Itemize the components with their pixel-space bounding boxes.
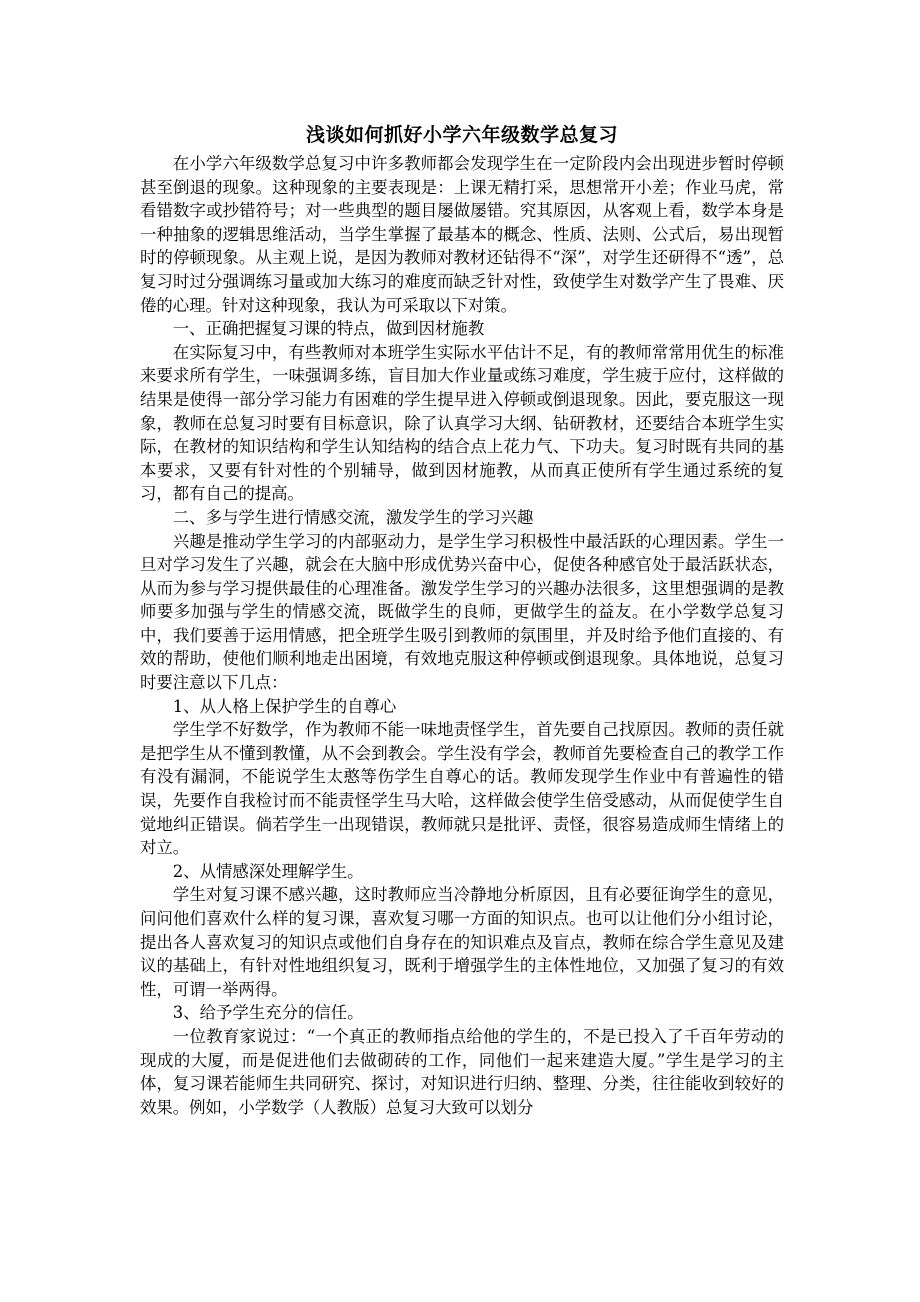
- subheading-3: 3、给予学生充分的信任。: [172, 1003, 364, 1023]
- paragraph-sub-3: 一位教育家说过：“一个真正的教师指点给他的学生的，不是已投入了千百年劳动的现成的大厦，而是促进他们去做砌砖的工作，同他们一起来建造大厦。”学生是学习的主体，复习课若能师生共同研究、探讨，对知识进行归纳、整理、分类，往往能收到较好的效果。例如，小学数学（人教版）总复习大致可以划分: [140, 1026, 784, 1117]
- subheading-2: 2、从情感深处理解学生。: [172, 861, 364, 881]
- paragraph-section-2: 兴趣是推动学生学习的内部驱动力，是学生学习积极性中最活跃的心理因素。学生一旦对学习发生了兴趣，就会在大脑中形成优势兴奋中心，促使各种感官处于最活跃状态，从而为参与学习提供最佳的心理准备。激发学生学习的兴趣办法很多，这里想强调的是教师要多加强与学生的情感交流，既做学生的良师，更做学生的益友。在小学数学总复习中，我们要善于运用情感，把全班学生吸引到教师的氛围里，并及时给予他们直接的、有效的帮助，使他们顺利地走出困境，有效地克服这种停顿或倒退现象。具体地说，总复习时要注意以下几点：: [140, 531, 784, 693]
- paragraph-sub-2: 学生对复习课不感兴趣，这时教师应当冷静地分析原因，且有必要征询学生的意见，问问他们喜欢什么样的复习课，喜欢复习哪一方面的知识点。也可以让他们分小组讨论，提出各人喜欢复习的知识点或他们自身存在的知识难点及盲点，教师在综合学生意见及建议的基础上，有针对性地组织复习，既利于增强学生的主体性地位，又加强了复习的有效性，可谓一举两得。: [140, 885, 784, 999]
- section-heading-2: 二、多与学生进行情感交流，激发学生的学习兴趣: [172, 507, 534, 527]
- paragraph-sub-1: 学生学不好数学，作为教师不能一味地责怪学生，首先要自己找原因。教师的责任就是把学生从不懂到教懂，从不会到教会。学生没有学会，教师首先要检查自己的教学工作有没有漏洞，不能说学生太憨等伤学生自尊心的话。教师发现学生作业中有普遍性的错误，先要作自我检讨而不能责怪学生马大哈，这样做会使学生倍受感动，从而促使学生自觉地纠正错误。倘若学生一出现错误，教师就只是批评、责怪，很容易造成师生情绪上的对立。: [140, 720, 784, 858]
- document-page: [140, 118, 784, 1119]
- section-heading-1: 一、正确把握复习课的特点，做到因材施教: [172, 319, 485, 339]
- paragraph-intro: 在小学六年级数学总复习中许多教师都会发现学生在一定阶段内会出现进步暂时停顿甚至倒退的现象。这种现象的主要表现是：上课无精打采，思想常开小差；作业马虎，常看错数字或抄错符号；对一些典型的题目屡做屡错。究其原因，从客观上看，数学本身是一种抽象的逻辑思维活动，当学生掌握了最基本的概念、性质、法则、公式后，易出现暂时的停顿现象。从主观上说，是因为教师对教材还钻得不“深”，对学生还研得不“透”，总复习时过分强调练习量或加大练习的难度而缺乏针对性，致使学生对数学产生了畏难、厌倦的心理。针对这种现象，我认为可采取以下对策。: [140, 154, 784, 315]
- document-title: 浅谈如何抓好小学六年级数学总复习: [305, 124, 618, 146]
- paragraph-section-1: 在实际复习中，有些教师对本班学生实际水平估计不足，有的教师常常用优生的标准来要求所有学生，一味强调多练，盲目加大作业量或练习难度，学生疲于应付，这样做的结果是使得一部分学习能力有困难的学生提早进入停顿或倒退现象。因此，要克服这一现象，教师在总复习时要有目标意识，除了认真学习大纲、钻研教材，还要结合本班学生实际，在教材的知识结构和学生认知结构的结合点上花力气、下功夫。复习时既有共同的基本要求，又要有针对性的个别辅导，做到因材施教，从而真正使所有学生通过系统的复习，都有自己的提高。: [140, 342, 784, 504]
- subheading-1: 1、从人格上保护学生的自尊心: [172, 696, 397, 716]
